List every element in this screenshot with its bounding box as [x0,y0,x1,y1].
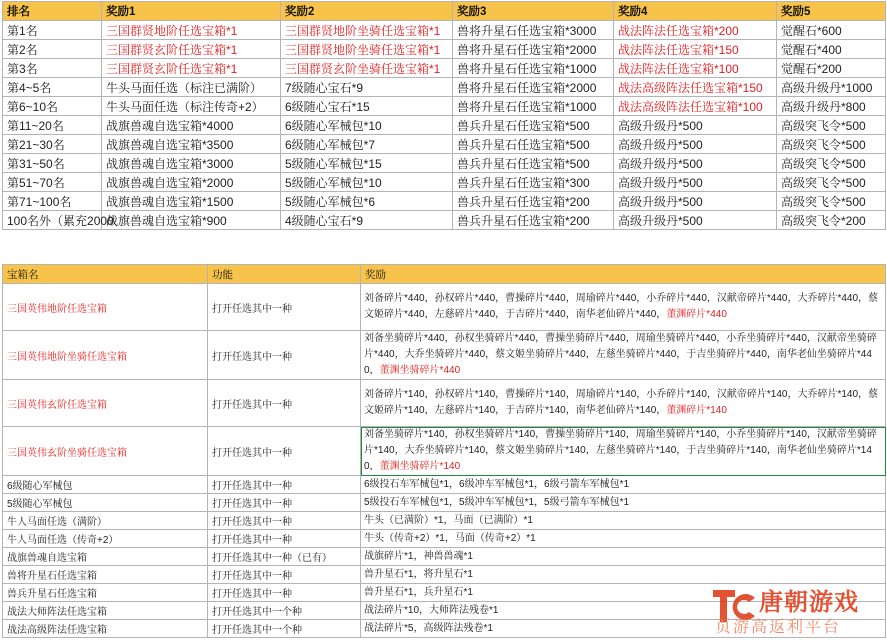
chest-reward-cell[interactable] [361,548,886,566]
chest-reward-cell[interactable] [361,512,886,530]
chest-reward-cell[interactable] [361,284,886,331]
reward-cell[interactable]: 5级随心军械包*10 [281,173,453,192]
rank-cell[interactable]: 100名外（累充2000 [3,211,102,230]
reward-cell[interactable]: 战旗兽魂自选宝箱*1500 [102,192,281,211]
chest-function-cell[interactable]: 打开任选其中一种 [208,331,361,380]
reward-cell[interactable]: 高级升级丹*500 [614,135,777,154]
chest-function-cell[interactable]: 打开任选其中一个种 [208,620,361,638]
reward-highlight-text: 董渊坐骑碎片*440 [379,365,461,376]
reward-cell[interactable]: 三国群贤玄阶任选宝箱*1 [102,59,281,78]
chest-reward-cell[interactable] [361,427,886,476]
reward-cell[interactable]: 高级升级丹*1000 [777,78,886,97]
reward-cell[interactable]: 高级突飞令*200 [777,211,886,230]
reward-cell[interactable]: 5级随心军械包*15 [281,154,453,173]
chest-name-cell[interactable]: 6级随心军械包 [3,476,208,494]
reward-cell[interactable]: 牛头马面任选（标注传奇+2） [102,97,281,116]
rank-cell[interactable]: 第1名 [3,21,102,40]
reward-cell[interactable]: 6级随心军械包*7 [281,135,453,154]
reward-cell[interactable]: 战法阵法任选宝箱*150 [614,40,777,59]
reward-cell[interactable]: 兽兵升星石任选宝箱*200 [453,192,614,211]
chest-row [3,548,886,566]
header-chest-name[interactable]: 宝箱名 [3,265,208,284]
header-reward3[interactable]: 奖励3 [453,2,614,21]
reward-cell[interactable]: 三国群贤玄阶坐骑任选宝箱*1 [281,59,453,78]
reward-cell[interactable]: 兽将升星石任选宝箱*1000 [453,59,614,78]
chest-row [3,427,886,476]
reward-cell[interactable]: 兽兵升星石任选宝箱*500 [453,116,614,135]
rank-row [3,97,886,116]
chest-name-cell[interactable]: 牛人马面任选（传奇+2） [3,530,208,548]
rank-cell[interactable]: 第31~50名 [3,154,102,173]
reward-text: 战旗碎片*1，神兽兽魂*1 [364,550,473,562]
chest-row [3,476,886,494]
chest-reward-cell[interactable] [361,530,886,548]
reward-cell[interactable]: 战旗兽魂自选宝箱*3000 [102,154,281,173]
chest-function-cell[interactable]: 打开任选其中一种 [208,566,361,584]
chest-table-header-row [3,265,886,284]
chest-name-cell[interactable]: 三国英伟玄阶坐骑任选宝箱 [3,427,208,476]
reward-text: 5级投石车军械包*1，5级冲车军械包*1，5级弓箭车军械包*1 [364,496,630,508]
chest-function-cell[interactable]: 打开任选其中一个种 [208,602,361,620]
reward-cell[interactable]: 战旗兽魂自选宝箱*900 [102,211,281,230]
rank-row [3,116,886,135]
rank-row [3,78,886,97]
chest-function-cell[interactable]: 打开任选其中一种 [208,284,361,331]
rank-cell[interactable]: 第3名 [3,59,102,78]
rank-cell[interactable]: 第4~5名 [3,78,102,97]
reward-highlight-text: 董渊碎片*440 [666,309,727,320]
reward-text: 兽升星石*1，兵升星石*1 [364,586,473,598]
rank-cell[interactable]: 第6~10名 [3,97,102,116]
rank-row [3,135,886,154]
reward-cell[interactable]: 兽兵升星石任选宝箱*500 [453,154,614,173]
reward-cell[interactable]: 高级升级丹*500 [614,173,777,192]
reward-cell[interactable]: 高级突飞令*500 [777,135,886,154]
reward-text: 牛头（传奇+2）*1，马面（传奇+2）*1 [364,532,536,544]
reward-cell[interactable]: 牛头马面任选（标注已满阶） [102,78,281,97]
reward-cell[interactable]: 兽兵升星石任选宝箱*500 [453,135,614,154]
watermark-logo [711,576,881,638]
reward-cell[interactable]: 4级随心宝石*9 [281,211,453,230]
rank-row [3,173,886,192]
chest-row [3,380,886,427]
rank-row [3,59,886,78]
reward-cell[interactable]: 战法阵法任选宝箱*100 [614,59,777,78]
reward-text: 战法碎片*5，高级阵法残卷*1 [364,622,493,634]
chest-name-cell[interactable]: 兽兵升星石任选宝箱 [3,584,208,602]
reward-text: 刘备坐骑碎片*140，孙权坐骑碎片*140，曹操坐骑碎片*140，周瑜坐骑碎片*140，小乔坐骑碎片*140，汉献帝坐骑碎片*140，大乔坐骑碎片*140，蔡文姬坐骑碎片*140，左慈坐骑碎片*140，于吉坐骑碎片*140，南华老仙坐骑碎片*140， [364,429,877,472]
rank-cell[interactable]: 第71~100名 [3,192,102,211]
reward-cell[interactable]: 战法阵法任选宝箱*200 [614,21,777,40]
chest-name-cell[interactable]: 三国英伟地阶任选宝箱 [3,284,208,331]
header-function[interactable]: 功能 [208,265,361,284]
chest-row [3,530,886,548]
reward-text: 刘备碎片*440，孙权碎片*440，曹操碎片*440，周瑜碎片*440，小乔碎片*440，汉献帝碎片*440，大乔碎片*440，蔡文姬碎片*440，左慈碎片*440，于吉碎片*440，南华老仙碎片*440， [364,293,879,320]
rank-row [3,192,886,211]
chest-row [3,494,886,512]
reward-cell[interactable]: 兽兵升星石任选宝箱*300 [453,173,614,192]
watermark-title: 唐朝游戏 [759,588,859,616]
chest-row [3,284,886,331]
reward-cell[interactable]: 6级随心宝石*15 [281,97,453,116]
reward-text: 牛头（已满阶）*1，马面（已满阶）*1 [364,514,533,526]
chest-function-cell[interactable]: 打开任选其中一种 [208,512,361,530]
reward-text: 战法碎片*10，大师阵法残卷*1 [364,604,499,616]
reward-cell[interactable]: 高级升级丹*800 [777,97,886,116]
rank-cell[interactable]: 第21~30名 [3,135,102,154]
chest-row [3,331,886,380]
chest-row [3,512,886,530]
reward-cell[interactable]: 高级突飞令*500 [777,173,886,192]
reward-cell[interactable]: 5级随心军械包*6 [281,192,453,211]
chest-function-cell[interactable]: 打开任选其中一种 [208,494,361,512]
reward-cell[interactable]: 高级升级丹*500 [614,154,777,173]
reward-cell[interactable]: 高级突飞令*500 [777,192,886,211]
reward-cell[interactable]: 三国群贤玄阶任选宝箱*1 [102,40,281,59]
chest-name-cell[interactable]: 三国英伟地阶坐骑任选宝箱 [3,331,208,380]
header-reward2[interactable]: 奖励2 [281,2,453,21]
reward-cell[interactable]: 6级随心军械包*10 [281,116,453,135]
chest-name-cell[interactable]: 战旗兽魂自选宝箱 [3,548,208,566]
reward-highlight-text: 董渊碎片*140 [666,405,727,416]
rank-row [3,40,886,59]
reward-cell[interactable]: 三国群贤地阶任选宝箱*1 [102,21,281,40]
chest-function-cell[interactable]: 打开任选其中一种 [208,584,361,602]
rank-row [3,211,886,230]
reward-cell[interactable]: 战法高级阵法任选宝箱*150 [614,78,777,97]
chest-function-cell[interactable]: 打开任选其中一种 [208,427,361,476]
chest-reward-cell[interactable] [361,494,886,512]
rank-row [3,154,886,173]
reward-cell[interactable]: 高级升级丹*500 [614,192,777,211]
header-reward[interactable]: 奖励 [361,265,886,284]
chest-name-cell[interactable]: 兽将升星石任选宝箱 [3,566,208,584]
chest-function-cell[interactable]: 打开任选其中一种 [208,380,361,427]
chest-function-cell[interactable]: 打开任选其中一种 [208,476,361,494]
chest-name-cell[interactable]: 战法高级阵法任选宝箱 [3,620,208,638]
reward-cell[interactable]: 兽将升星石任选宝箱*2000 [453,78,614,97]
header-reward4[interactable]: 奖励4 [614,2,777,21]
reward-cell[interactable]: 兽将升星石任选宝箱*1000 [453,97,614,116]
rank-table-header-row [3,2,886,21]
reward-cell[interactable]: 兽将升星石任选宝箱*2000 [453,40,614,59]
reward-cell[interactable]: 觉醒石*600 [777,21,886,40]
reward-cell[interactable]: 战旗兽魂自选宝箱*2000 [102,173,281,192]
chest-name-cell[interactable]: 三国英伟玄阶任选宝箱 [3,380,208,427]
chest-function-cell[interactable]: 打开任选其中一种 [208,530,361,548]
reward-cell[interactable]: 高级升级丹*500 [614,211,777,230]
reward-cell[interactable]: 高级升级丹*500 [614,116,777,135]
reward-highlight-text: 董渊坐骑碎片*140 [379,461,461,472]
reward-cell[interactable]: 兽将升星石任选宝箱*3000 [453,21,614,40]
rank-cell[interactable]: 第11~20名 [3,116,102,135]
reward-cell[interactable]: 三国群贤地阶坐骑任选宝箱*1 [281,40,453,59]
watermark-subtitle: 页游高返利平台 [715,617,842,636]
rank-reward-table [2,1,886,230]
chest-name-cell[interactable]: 5级随心军械包 [3,494,208,512]
reward-cell[interactable]: 三国群贤地阶坐骑任选宝箱*1 [281,21,453,40]
reward-cell[interactable]: 高级突飞令*500 [777,154,886,173]
reward-cell[interactable]: 觉醒石*200 [777,59,886,78]
reward-text: 6级投石车军械包*1，6级冲车军械包*1，6级弓箭车军械包*1 [364,478,630,490]
header-rank[interactable]: 排名 [3,2,102,21]
chest-name-cell[interactable]: 牛人马面任选（满阶） [3,512,208,530]
reward-cell[interactable]: 战法高级阵法任选宝箱*100 [614,97,777,116]
reward-cell[interactable]: 高级突飞令*500 [777,116,886,135]
rank-cell[interactable]: 第51~70名 [3,173,102,192]
reward-cell[interactable]: 觉醒石*400 [777,40,886,59]
reward-cell[interactable]: 7级随心宝石*9 [281,78,453,97]
chest-function-cell[interactable]: 打开任选其中一种（已有） [208,548,361,566]
reward-cell[interactable]: 战旗兽魂自选宝箱*4000 [102,116,281,135]
chest-name-cell[interactable]: 战法大师阵法任选宝箱 [3,602,208,620]
chest-reward-cell[interactable] [361,331,886,380]
reward-cell[interactable]: 兽兵升星石任选宝箱*200 [453,211,614,230]
reward-text: 兽升星石*1，将升星石*1 [364,568,473,580]
rank-row [3,21,886,40]
header-reward1[interactable]: 奖励1 [102,2,281,21]
header-reward5[interactable]: 奖励5 [777,2,886,21]
reward-text: 刘备碎片*140，孙权碎片*140，曹操碎片*140，周瑜碎片*140，小乔碎片*140，汉献帝碎片*140，大乔碎片*140，蔡文姬碎片*140，左慈碎片*140，于吉碎片*140，南华老仙碎片*140， [364,389,879,416]
reward-cell[interactable]: 战旗兽魂自选宝箱*3500 [102,135,281,154]
chest-reward-cell[interactable] [361,380,886,427]
rank-cell[interactable]: 第2名 [3,40,102,59]
reward-text: 刘备坐骑碎片*440，孙权坐骑碎片*440，曹操坐骑碎片*440，周瑜坐骑碎片*440，小乔坐骑碎片*440，汉献帝坐骑碎片*440，大乔坐骑碎片*440，蔡文姬坐骑碎片*440，左慈坐骑碎片*440，于吉坐骑碎片*440，南华老仙坐骑碎片*440， [364,333,877,376]
chest-reward-cell[interactable] [361,476,886,494]
